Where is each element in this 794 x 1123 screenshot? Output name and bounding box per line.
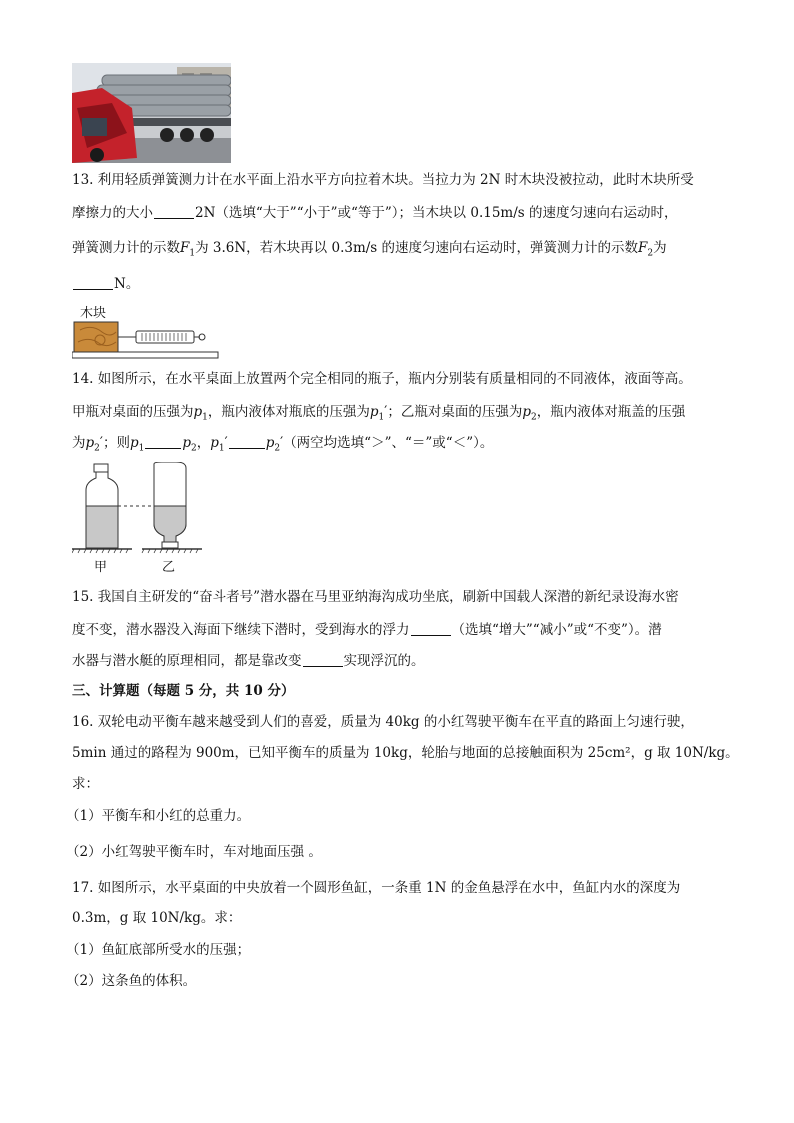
bottle-yi-label: 乙 <box>162 560 176 575</box>
section-title: 三、计算题（每题 5 分，共 10 分） <box>72 683 295 699</box>
q13-line-4: N。 <box>72 274 139 294</box>
q17-line-2: 0.3m，g 取 10N/kg。求： <box>72 910 242 926</box>
q16-line-2: 5min 通过的路程为 900m，已知平衡车的质量为 10kg，轮胎与地面的总接触面积为 25cm²，g 取 10N/kg。 <box>72 745 739 761</box>
answer-blank[interactable] <box>229 434 265 449</box>
q13-line-1: 13. 利用轻质弹簧测力计在水平面上沿水平方向拉着木块。当拉力为 2N 时木块没被拉动，此时木块所受 <box>72 172 694 188</box>
q15-line-1: 15. 我国自主研发的“奋斗者号”潜水器在马里亚纳海沟成功坐底，刷新中国载人深潜的新纪录设海水密 <box>72 589 679 605</box>
answer-blank[interactable] <box>145 434 181 449</box>
q16-line-1: 16. 双轮电动平衡车越来越受到人们的喜爱，质量为 40kg 的小红驾驶平衡车在平直的路面上匀速行驶， <box>72 714 694 730</box>
q15-line-3: 水器与潜水艇的原理相同，都是靠改变 实现浮沉的。 <box>72 653 425 669</box>
answer-blank[interactable] <box>303 652 343 667</box>
answer-blank[interactable] <box>154 204 194 219</box>
q16-line-3: 求： <box>72 776 99 792</box>
answer-blank[interactable] <box>411 621 451 636</box>
q14-line-1: 14. 如图所示，在水平桌面上放置两个完全相同的瓶子，瓶内分别装有质量相同的不同液体，液面等高。 <box>72 371 692 387</box>
q17-sub-2: （2）这条鱼的体积。 <box>66 973 197 989</box>
q13-line-3: 弹簧测力计的示数$F_1$为 3.6N，若木块再以 0.3m/s 的速度匀速向右运动时，弹簧测力计的示数$F_2$为 <box>72 240 667 259</box>
wood-block-spring-scale-figure <box>72 318 222 360</box>
answer-blank[interactable] <box>73 275 113 290</box>
wood-block-label: 木块 <box>80 306 107 321</box>
q15-line-2: 度不变，潜水器没入海面下继续下潜时，受到海水的浮力 （选填“增大”“减小”或“不变”）。潜 <box>72 622 662 638</box>
truck-accident-photo <box>72 63 231 163</box>
q16-sub-2: （2）小红驾驶平衡车时，车对地面压强 。 <box>66 844 322 860</box>
q16-sub-1: （1）平衡车和小红的总重力。 <box>66 808 251 824</box>
two-bottles-figure <box>72 462 204 557</box>
q13-line-2: 摩擦力的大小 2N（选填“大于”“小于”或“等于”）；当木块以 0.15m/s 的速度匀速向右运动时， <box>72 205 678 221</box>
q17-line-1: 17. 如图所示，水平桌面的中央放着一个圆形鱼缸，一条重 1N 的金鱼悬浮在水中，鱼缸内水的深度为 <box>72 880 681 896</box>
q14-line-2: 甲瓶对桌面的压强为$p_1$，瓶内液体对瓶底的压强为$p_1'$；乙瓶对桌面的压强为$p_2$，瓶内液体对瓶盖的压强 <box>72 404 686 423</box>
q14-line-3: 为$p_2'$；则$p_1$ $p_2$，$p_1'$ $p_2'$（两空均选填“＞”、“＝”或“＜”）。 <box>72 435 494 454</box>
bottle-jia-label: 甲 <box>94 560 108 575</box>
q17-sub-1: （1）鱼缸底部所受水的压强； <box>66 942 251 958</box>
